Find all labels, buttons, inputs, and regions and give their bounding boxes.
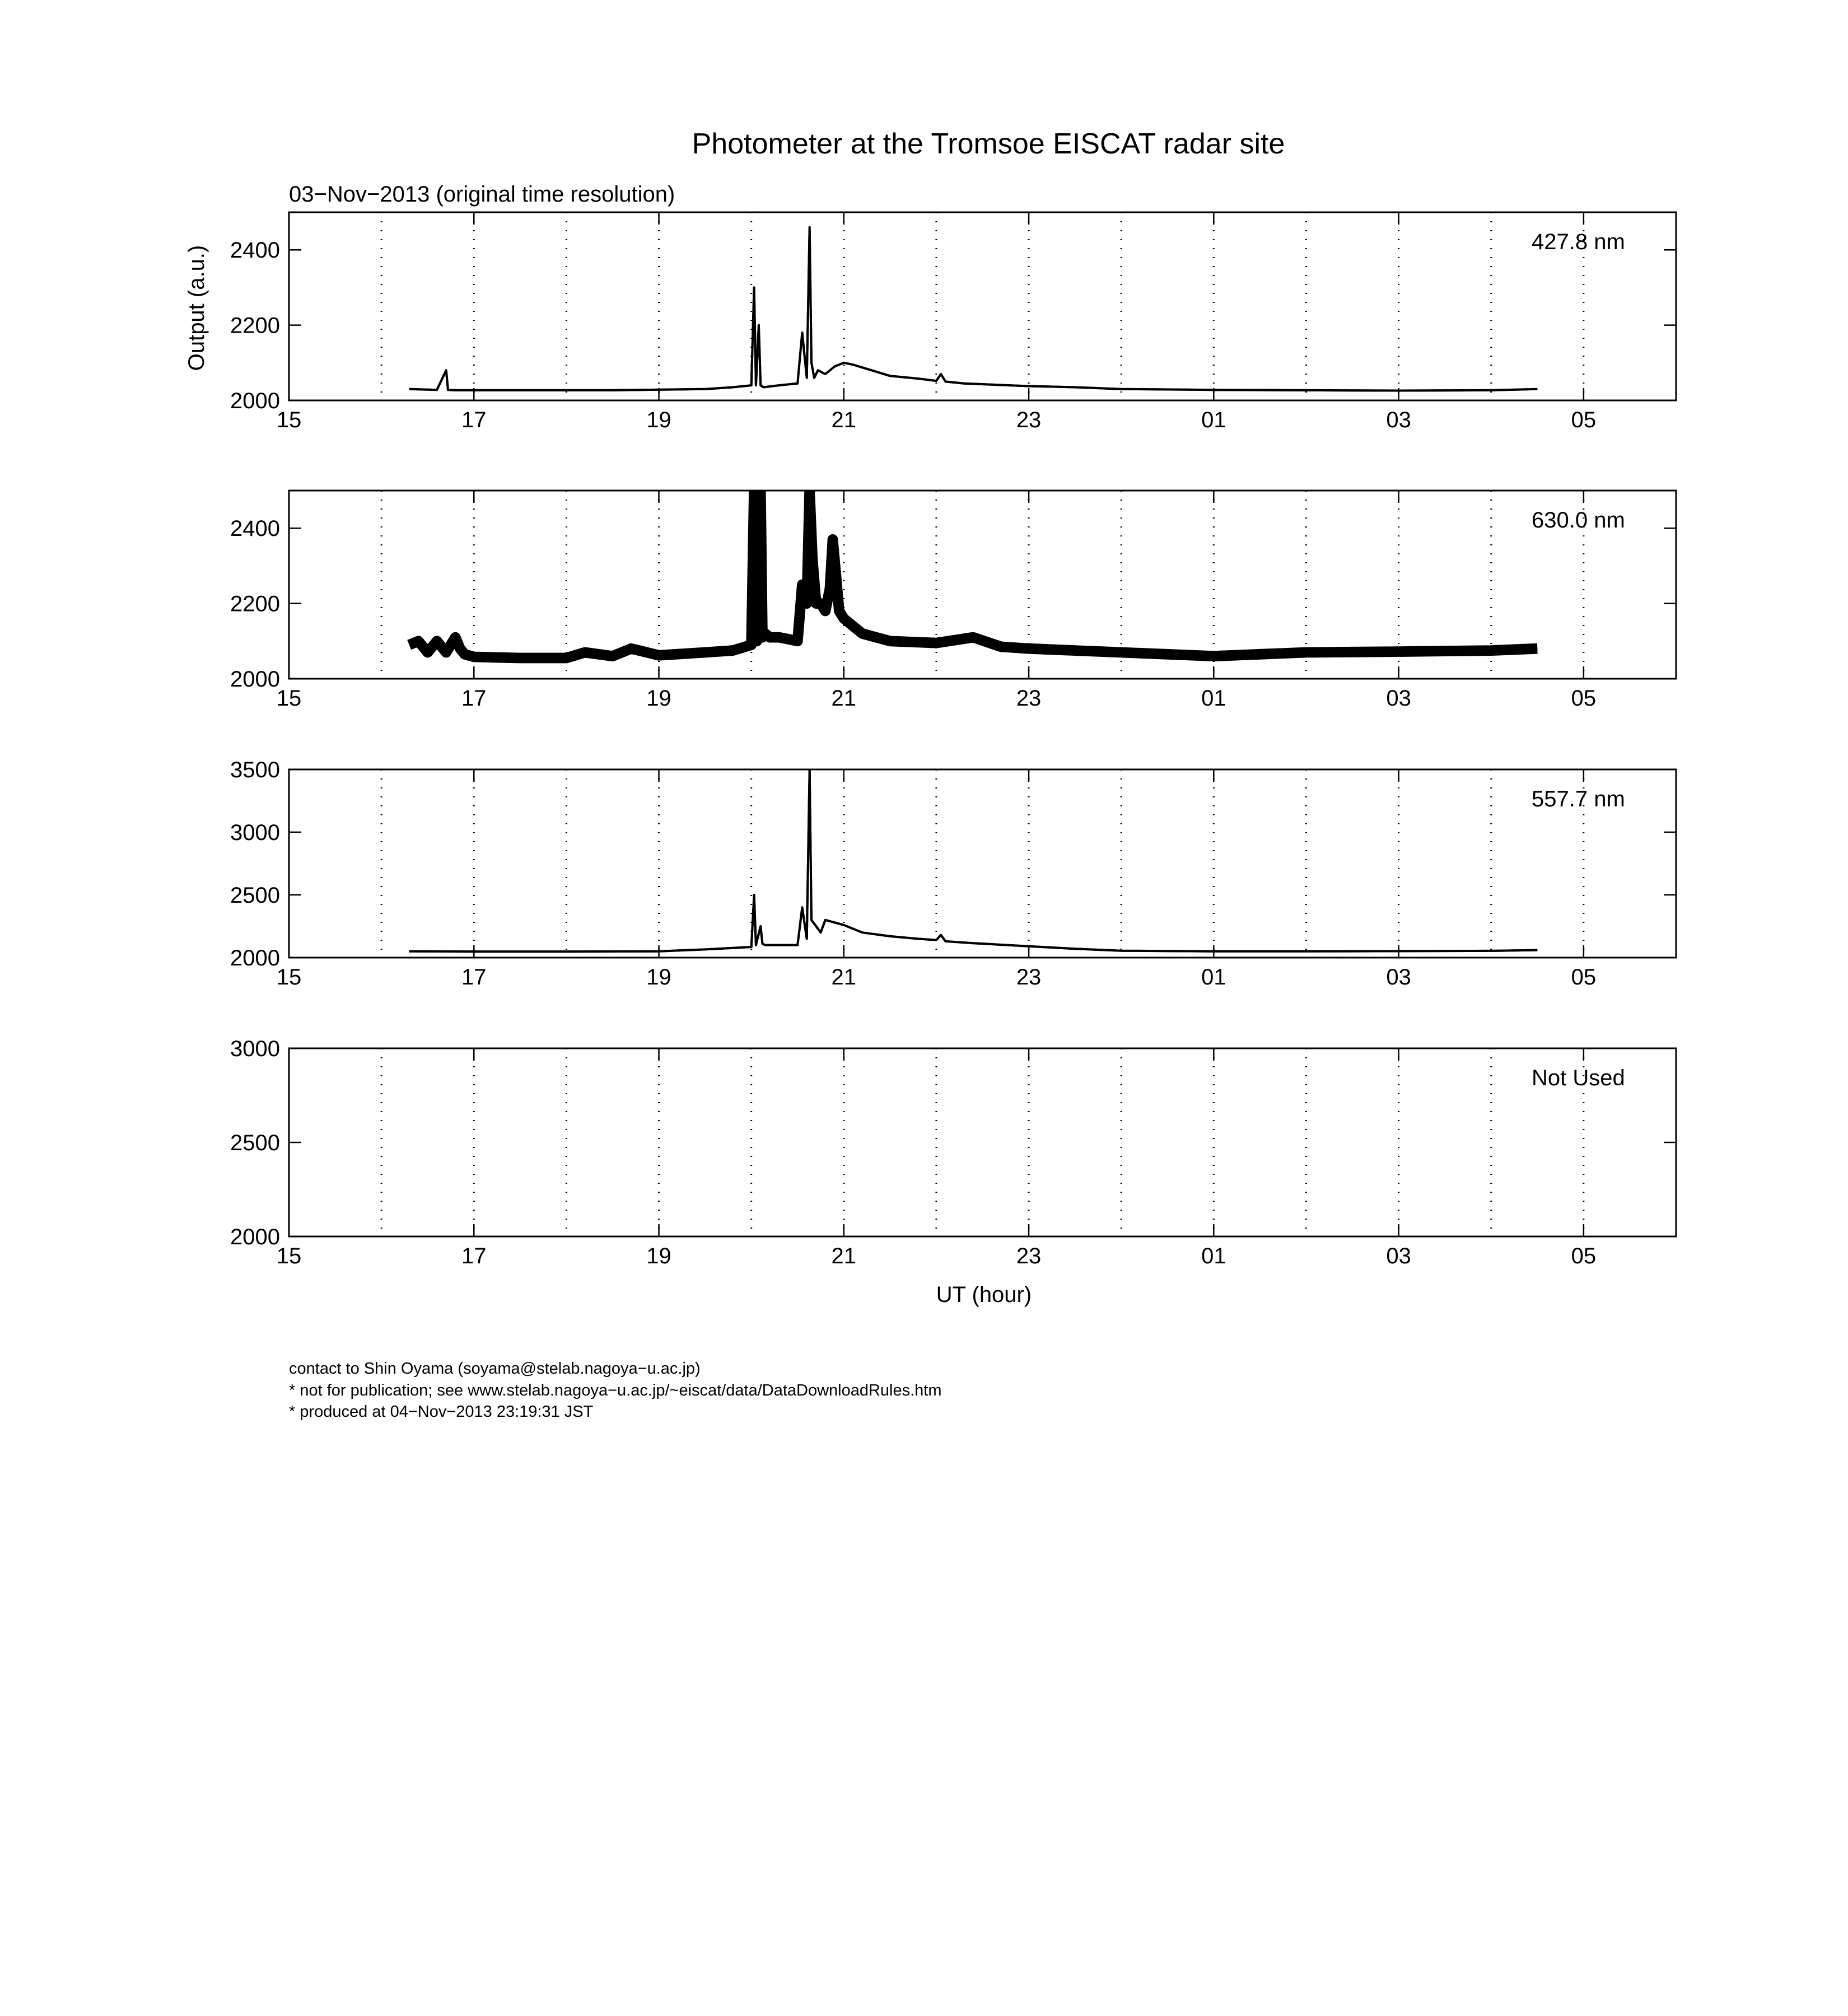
x-tick-label: 03 <box>1386 686 1411 711</box>
axes-frame <box>289 212 1676 400</box>
panel-label: 427.8 nm <box>1532 230 1625 254</box>
x-tick-label: 17 <box>461 408 487 432</box>
x-tick-label: 17 <box>461 1244 487 1268</box>
y-tick-label: 2200 <box>230 313 280 338</box>
x-tick-label: 21 <box>831 1244 857 1268</box>
panel-3 <box>230 758 1676 990</box>
x-tick-label: 05 <box>1571 408 1597 432</box>
x-tick-label: 23 <box>1016 686 1042 711</box>
footer-publication-note: * not for publication; see www.stelab.nagoya−u.ac.jp/~eiscat/data/DataDownloadRules.htm <box>289 1382 942 1399</box>
x-tick-label: 15 <box>276 965 302 990</box>
x-tick-label: 23 <box>1016 965 1042 990</box>
x-tick-label: 19 <box>646 686 671 711</box>
x-tick-label: 01 <box>1201 686 1226 711</box>
axes-frame <box>289 1048 1676 1236</box>
y-tick-label: 2000 <box>230 389 280 413</box>
y-tick-label: 3000 <box>230 1037 280 1061</box>
x-tick-label: 21 <box>831 965 857 990</box>
x-tick-label: 21 <box>831 408 857 432</box>
series-band <box>409 769 1538 951</box>
x-tick-label: 01 <box>1201 1244 1226 1268</box>
chart-title: Photometer at the Tromsoe EISCAT radar site <box>692 128 1285 160</box>
x-tick-label: 03 <box>1386 1244 1411 1268</box>
footer-contact: contact to Shin Oyama (soyama@stelab.nagoya−u.ac.jp) <box>289 1360 701 1378</box>
x-tick-label: 23 <box>1016 408 1042 432</box>
x-tick-label: 03 <box>1386 408 1411 432</box>
y-tick-label: 2200 <box>230 591 280 617</box>
panel-label: 557.7 nm <box>1532 787 1625 811</box>
x-tick-label: 05 <box>1571 686 1597 711</box>
x-tick-label: 03 <box>1386 965 1411 990</box>
y-tick-label: 2500 <box>230 883 280 908</box>
y-tick-label: 2400 <box>230 238 280 263</box>
x-tick-label: 05 <box>1571 965 1597 990</box>
y-tick-label: 2000 <box>230 946 280 970</box>
panel-4 <box>230 1037 1676 1268</box>
x-tick-label: 17 <box>461 686 487 711</box>
y-tick-label: 3000 <box>230 820 280 845</box>
x-tick-label: 19 <box>646 965 671 990</box>
x-tick-label: 15 <box>276 408 302 432</box>
footer-produced: * produced at 04−Nov−2013 23:19:31 JST <box>289 1403 594 1421</box>
chart-subtitle: 03−Nov−2013 (original time resolution) <box>289 182 675 207</box>
x-tick-label: 01 <box>1201 965 1226 990</box>
x-tick-label: 05 <box>1571 1244 1597 1268</box>
series-line <box>409 227 1538 391</box>
y-tick-label: 2500 <box>230 1131 280 1155</box>
axes-frame <box>289 769 1676 958</box>
y-axis-label: Output (a.u.) <box>184 245 209 371</box>
x-tick-label: 01 <box>1201 408 1226 432</box>
series-band <box>409 227 1538 391</box>
panels <box>230 212 1676 1268</box>
x-tick-label: 19 <box>646 408 671 432</box>
panel-2 <box>230 491 1676 711</box>
x-tick-label: 15 <box>276 686 302 711</box>
panel-1 <box>230 212 1676 432</box>
x-tick-label: 15 <box>276 1244 302 1268</box>
y-tick-label: 2000 <box>230 1225 280 1249</box>
x-tick-label: 19 <box>646 1244 671 1268</box>
x-tick-label: 23 <box>1016 1244 1042 1268</box>
y-tick-label: 2400 <box>230 516 280 542</box>
x-tick-label: 21 <box>831 686 857 711</box>
y-tick-label: 3500 <box>230 758 280 782</box>
x-axis-label: UT (hour) <box>936 1282 1032 1307</box>
series-band <box>409 491 1538 658</box>
panel-label: 630.0 nm <box>1532 508 1625 533</box>
y-tick-label: 2000 <box>230 667 280 692</box>
panel-label: Not Used <box>1532 1066 1625 1090</box>
series-line <box>409 769 1538 951</box>
x-tick-label: 17 <box>461 965 487 990</box>
